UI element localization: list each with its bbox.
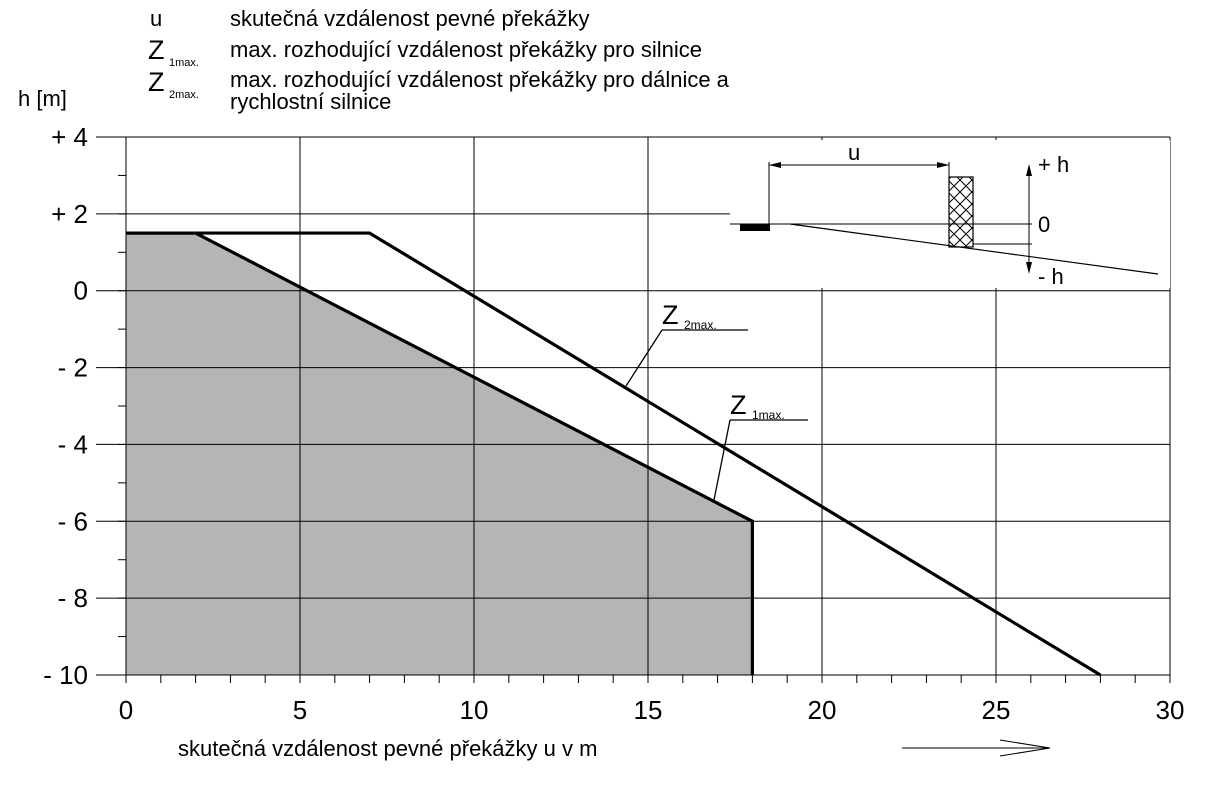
fill-area-series-1	[126, 233, 752, 675]
z1-label: Z	[730, 390, 747, 420]
y-tick-label: - 6	[57, 506, 88, 537]
legend-text-u: skutečná vzdálenost pevné překážky	[230, 6, 590, 31]
y-tick-label: + 4	[51, 122, 88, 152]
x-tick-label: 20	[807, 695, 837, 725]
legend-text-z1: max. rozhodující vzdálenost překážky pro silnice	[230, 37, 702, 62]
legend-text-z2-line2: rychlostní silnice	[230, 89, 392, 114]
inset-u-label: u	[848, 140, 861, 165]
z1-callout	[714, 390, 808, 500]
x-axis-arrow-icon	[902, 740, 1050, 756]
x-tick-label: 0	[118, 695, 134, 725]
y-tick-label: + 2	[51, 198, 88, 229]
y-tick-label: - 10	[43, 660, 88, 690]
y-axis-label: h [m]	[18, 86, 67, 111]
legend-symbol-z1-sub: 1max.	[169, 57, 199, 69]
road-edge-block	[740, 224, 770, 231]
x-axis-label: skutečná vzdálenost pevné překážky u v m	[178, 736, 598, 761]
obstacle-hatched	[949, 177, 973, 247]
y-tick-label: 0	[73, 275, 88, 306]
x-tick-label: 15	[633, 695, 663, 725]
legend-text-z2: max. rozhodující vzdálenost překážky pro dálnice a	[230, 67, 729, 92]
inset-plus-h: + h	[1038, 152, 1070, 177]
z2-callout	[626, 300, 748, 386]
y-tick-label: - 2	[57, 352, 88, 383]
x-tick-label: 30	[1155, 695, 1185, 725]
fill-layer	[126, 233, 752, 675]
legend	[148, 6, 730, 114]
x-tick-label: 5	[292, 695, 308, 725]
x-tick-label: 25	[981, 695, 1011, 725]
legend-symbol-u: u	[150, 6, 163, 31]
y-tick-label: - 8	[57, 583, 88, 614]
legend-symbol-z1: Z	[148, 35, 165, 65]
y-tick-label: - 4	[57, 429, 88, 460]
z2-label-sub: 2max.	[684, 318, 717, 332]
legend-symbol-z2: Z	[148, 67, 165, 97]
z2-label: Z	[662, 300, 679, 330]
z1-label-sub: 1max.	[752, 408, 785, 422]
inset-minus-h: - h	[1038, 264, 1064, 289]
inset-sketch	[730, 140, 1170, 289]
inset-zero: 0	[1038, 212, 1051, 237]
x-tick-label: 10	[459, 695, 489, 725]
legend-symbol-z2-sub: 2max.	[169, 89, 199, 101]
